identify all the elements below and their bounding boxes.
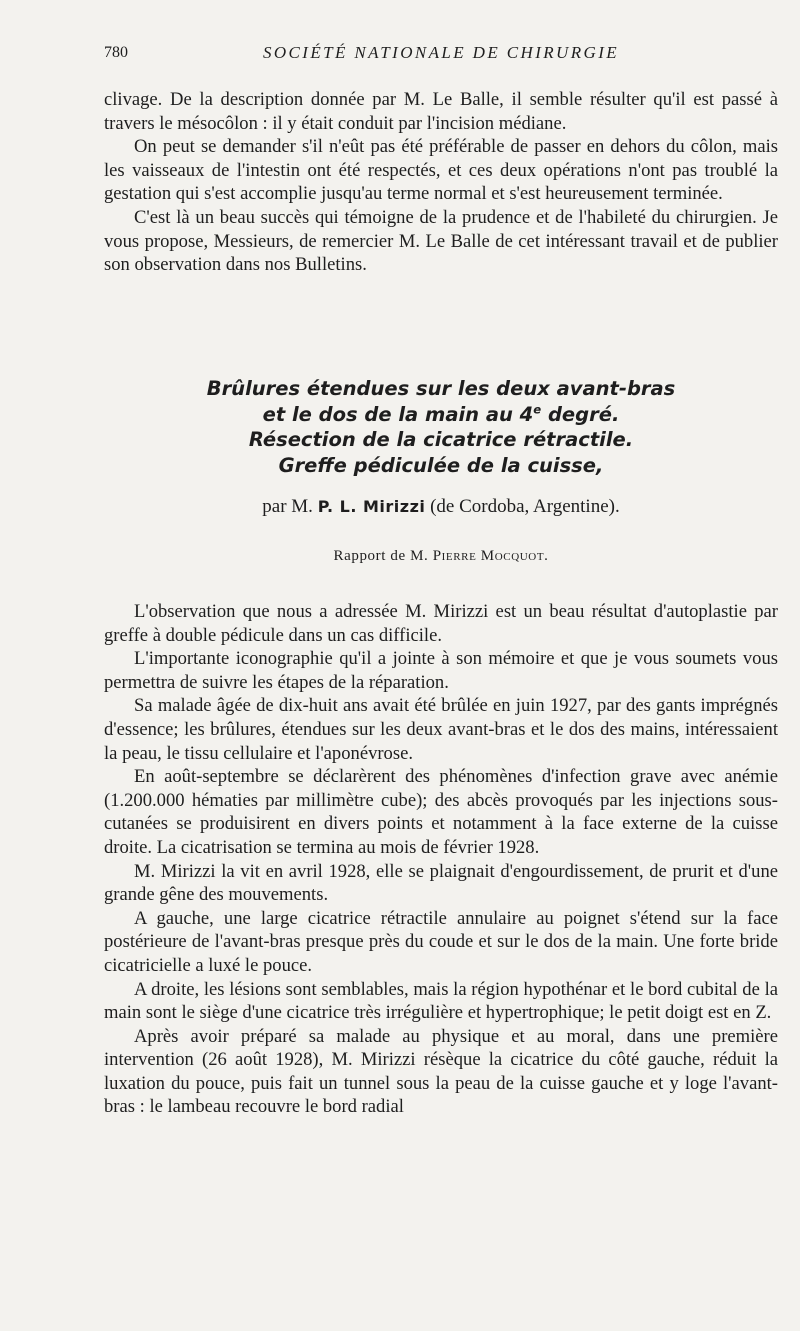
- main-text: [104, 600, 778, 1119]
- page-header: [104, 44, 778, 68]
- author-affiliation: (de Cordoba, Argentine).: [425, 496, 620, 517]
- title-text: et le dos de la main au: [262, 402, 520, 426]
- paragraph: clivage. De la description donnée par M. Le Balle, il semble résulter qu'il est passé à travers le mésocôlon : il y était conduit par l'incision médiane.: [104, 89, 778, 134]
- title-line: Résection de la cicatrice rétractile.: [248, 428, 634, 451]
- paragraph: En août-septembre se déclarèrent des phénomènes d'infection grave avec anémie (1.200.000 hématies par millimètre cube); des abcès provoqués par les injections sous-cutanées se produisirent en divers points et notamment à la face externe de la cuisse droite. La cicatrisation se termina au mois de février 1928.: [104, 766, 778, 858]
- paragraph: Sa malade âgée de dix-huit ans avait été brûlée en juin 1927, par des gants imprégnés d'essence; les brûlures, étendues sur les deux avant-bras et le dos des mains, intéressaient la peau, le tissu cellulaire et l'aponévrose.: [104, 695, 778, 764]
- paragraph: A droite, les lésions sont semblables, mais la région hypothénar et le bord cubital de la main sont le siège d'une cicatrice très irrégulière et hypertrophique; le petit doigt est en Z.: [104, 978, 778, 1024]
- paragraph: On peut se demander s'il n'eût pas été préférable de passer en dehors du côlon, mais les vaisseaux de l'intestin ont été respectés, et ces deux opérations n'ont pas troublé la gestation qui s'est accomplie jusqu'au terme normal et s'est heureusement terminée.: [104, 136, 778, 205]
- byline: [104, 496, 778, 518]
- title-text: degré.: [541, 402, 620, 426]
- paragraph: Après avoir préparé sa malade au physique et au moral, dans une première intervention (26 août 1928), M. Mirizzi résèque la cicatrice du côté gauche, réduit la luxation du pouce, puis fait un tunnel sous la peau de la cuisse gauche et y loge l'avant-bras : le lambeau recouvre le bord radial: [104, 1025, 778, 1118]
- running-title: SOCIÉTÉ NATIONALE DE CHIRURGIE: [262, 43, 620, 62]
- article-title: [104, 376, 778, 478]
- intro-text: [104, 88, 778, 277]
- title-line: Brûlures étendues sur les deux avant-bras: [206, 377, 676, 400]
- page-number: 780: [104, 44, 128, 61]
- rapporteur-name: Pierre Mocquot.: [432, 548, 549, 564]
- paragraph: L'importante iconographie qu'il a jointe à son mémoire et que je vous soumets vous permettra de suivre les étapes de la réparation.: [104, 648, 778, 693]
- degree-superscript: e: [533, 402, 542, 416]
- paragraph: M. Mirizzi la vit en avril 1928, elle se plaignait d'engourdissement, de prurit et d'une grande gêne des mouvements.: [104, 860, 778, 906]
- paragraph: L'observation que nous a adressée M. Mirizzi est un beau résultat d'autoplastie par greffe à double pédicule dans un cas difficile.: [104, 601, 778, 646]
- degree-number: 4: [519, 402, 534, 426]
- title-line: [104, 402, 778, 428]
- title-line: Greffe pédiculée de la cuisse,: [278, 453, 604, 477]
- paragraph: A gauche, une large cicatrice rétractile annulaire au poignet s'étend sur la face postérieure de l'avant-bras presque près du coude et sur le dos de la main. Une forte bride cicatricielle a luxé le pouce.: [104, 907, 778, 976]
- report-line: [104, 548, 778, 565]
- report-prefix: Rapport de M.: [333, 548, 433, 564]
- paragraph: C'est là un beau succès qui témoigne de la prudence et de l'habileté du chirurgien. Je vous propose, Messieurs, de remercier M. Le Balle de cet intéressant travail et de publier son observation dans nos Bulletins.: [104, 206, 778, 276]
- author-name: P. L. Mirizzi: [317, 497, 426, 516]
- byline-prefix: par M.: [262, 496, 318, 517]
